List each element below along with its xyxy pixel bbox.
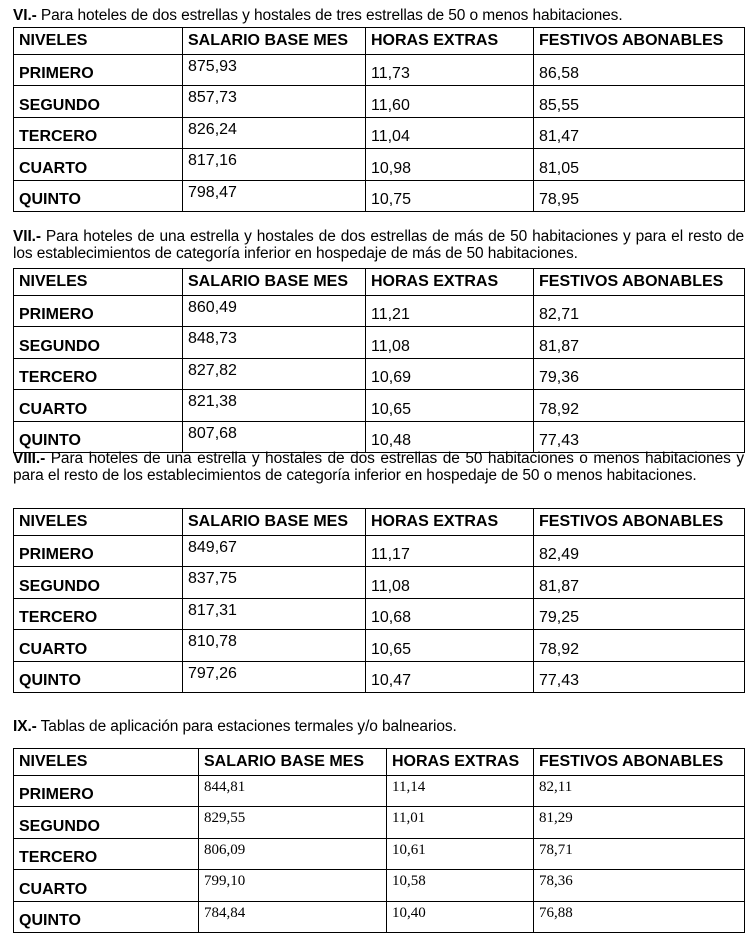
- cell-salario-base-mes: 849,67: [183, 535, 366, 567]
- cell-salario-base-mes: 826,24: [183, 117, 366, 149]
- cell-horas-extras: 11,08: [366, 567, 534, 599]
- cell-niveles: PRIMERO: [14, 54, 183, 86]
- cell-salario-base-mes: 799,10: [199, 870, 387, 902]
- cell-horas-extras: 10,48: [366, 421, 534, 453]
- header-horas-extras: HORAS EXTRAS: [366, 28, 534, 55]
- cell-horas-extras: 10,65: [366, 630, 534, 662]
- cell-salario-base-mes: 844,81: [199, 775, 387, 807]
- section-ix: [13, 718, 744, 929]
- cell-salario-base-mes: 827,82: [183, 358, 366, 390]
- cell-salario-base-mes: 797,26: [183, 661, 366, 693]
- cell-horas-extras: 10,40: [387, 901, 534, 933]
- cell-horas-extras: 10,68: [366, 598, 534, 630]
- cell-horas-extras: 10,75: [366, 180, 534, 212]
- table-row: [14, 598, 745, 630]
- cell-horas-extras: 11,14: [387, 775, 534, 807]
- cell-niveles: TERCERO: [14, 358, 183, 390]
- cell-niveles: SEGUNDO: [14, 327, 183, 359]
- section-title: VIII.- Para hoteles de una estrella y hostales de dos estrellas de 50 habitaciones o menos habitaciones y para el resto de los establecimientos de categoría inferior en hospedaje de 50 o menos habitaciones.: [13, 450, 744, 484]
- salary-table: [13, 27, 745, 212]
- table-row: [14, 390, 745, 422]
- salary-table: [13, 268, 745, 453]
- table-row: [14, 327, 745, 359]
- header-salario-base-mes: SALARIO BASE MES: [183, 509, 366, 536]
- header-festivos-abonables: FESTIVOS ABONABLES: [534, 269, 745, 296]
- table-row: [14, 358, 745, 390]
- cell-horas-extras: 10,69: [366, 358, 534, 390]
- section-title: VII.- Para hoteles de una estrella y hostales de dos estrellas de más de 50 habitaciones y para el resto de los establecimientos de categoría inferior en hospedaje de más de 50 habitaciones.: [13, 228, 744, 262]
- cell-salario-base-mes: 875,93: [183, 54, 366, 86]
- section-vi: [13, 7, 744, 208]
- table-row: [14, 838, 745, 870]
- cell-horas-extras: 11,17: [366, 535, 534, 567]
- section-title: IX.- Tablas de aplicación para estaciones termales y/o balnearios.: [13, 718, 457, 735]
- header-row: [14, 749, 745, 776]
- cell-horas-extras: 10,47: [366, 661, 534, 693]
- header-niveles: NIVELES: [14, 509, 183, 536]
- cell-niveles: PRIMERO: [14, 295, 183, 327]
- cell-festivos-abonables: 78,95: [534, 180, 745, 212]
- cell-festivos-abonables: 79,36: [534, 358, 745, 390]
- cell-niveles: QUINTO: [14, 421, 183, 453]
- cell-horas-extras: 11,60: [366, 86, 534, 118]
- cell-niveles: QUINTO: [14, 901, 199, 933]
- cell-festivos-abonables: 77,43: [534, 661, 745, 693]
- cell-horas-extras: 11,04: [366, 117, 534, 149]
- table-row: [14, 295, 745, 327]
- salary-table: [13, 748, 745, 933]
- header-salario-base-mes: SALARIO BASE MES: [183, 269, 366, 296]
- table-row: [14, 149, 745, 181]
- cell-festivos-abonables: 77,43: [534, 421, 745, 453]
- cell-festivos-abonables: 81,29: [534, 807, 745, 839]
- table-row: [14, 117, 745, 149]
- section-viii: [13, 450, 744, 689]
- cell-salario-base-mes: 829,55: [199, 807, 387, 839]
- cell-festivos-abonables: 82,71: [534, 295, 745, 327]
- cell-salario-base-mes: 798,47: [183, 180, 366, 212]
- cell-horas-extras: 11,73: [366, 54, 534, 86]
- cell-festivos-abonables: 82,49: [534, 535, 745, 567]
- cell-niveles: SEGUNDO: [14, 86, 183, 118]
- cell-salario-base-mes: 848,73: [183, 327, 366, 359]
- cell-festivos-abonables: 81,87: [534, 567, 745, 599]
- section-vii: [13, 228, 744, 449]
- cell-horas-extras: 11,08: [366, 327, 534, 359]
- cell-salario-base-mes: 821,38: [183, 390, 366, 422]
- cell-salario-base-mes: 857,73: [183, 86, 366, 118]
- header-niveles: NIVELES: [14, 269, 183, 296]
- header-horas-extras: HORAS EXTRAS: [387, 749, 534, 776]
- cell-salario-base-mes: 810,78: [183, 630, 366, 662]
- table-row: [14, 807, 745, 839]
- table-row: [14, 630, 745, 662]
- cell-niveles: TERCERO: [14, 838, 199, 870]
- cell-festivos-abonables: 78,36: [534, 870, 745, 902]
- cell-niveles: PRIMERO: [14, 775, 199, 807]
- cell-festivos-abonables: 76,88: [534, 901, 745, 933]
- header-festivos-abonables: FESTIVOS ABONABLES: [534, 509, 745, 536]
- cell-festivos-abonables: 81,05: [534, 149, 745, 181]
- cell-horas-extras: 11,21: [366, 295, 534, 327]
- cell-festivos-abonables: 81,87: [534, 327, 745, 359]
- header-salario-base-mes: SALARIO BASE MES: [183, 28, 366, 55]
- cell-salario-base-mes: 837,75: [183, 567, 366, 599]
- cell-horas-extras: 11,01: [387, 807, 534, 839]
- cell-niveles: CUARTO: [14, 870, 199, 902]
- cell-niveles: SEGUNDO: [14, 567, 183, 599]
- cell-festivos-abonables: 78,92: [534, 390, 745, 422]
- table-row: [14, 870, 745, 902]
- cell-niveles: QUINTO: [14, 180, 183, 212]
- salary-table: [13, 508, 745, 693]
- cell-horas-extras: 10,58: [387, 870, 534, 902]
- table-row: [14, 421, 745, 453]
- header-niveles: NIVELES: [14, 749, 199, 776]
- header-salario-base-mes: SALARIO BASE MES: [199, 749, 387, 776]
- header-niveles: NIVELES: [14, 28, 183, 55]
- cell-niveles: TERCERO: [14, 598, 183, 630]
- cell-salario-base-mes: 784,84: [199, 901, 387, 933]
- cell-niveles: TERCERO: [14, 117, 183, 149]
- header-festivos-abonables: FESTIVOS ABONABLES: [534, 28, 745, 55]
- header-row: [14, 509, 745, 536]
- cell-festivos-abonables: 82,11: [534, 775, 745, 807]
- cell-festivos-abonables: 78,92: [534, 630, 745, 662]
- cell-horas-extras: 10,65: [366, 390, 534, 422]
- header-row: [14, 269, 745, 296]
- header-festivos-abonables: FESTIVOS ABONABLES: [534, 749, 745, 776]
- cell-salario-base-mes: 817,31: [183, 598, 366, 630]
- cell-festivos-abonables: 79,25: [534, 598, 745, 630]
- table-row: [14, 535, 745, 567]
- cell-salario-base-mes: 806,09: [199, 838, 387, 870]
- table-row: [14, 901, 745, 933]
- cell-niveles: PRIMERO: [14, 535, 183, 567]
- table-row: [14, 180, 745, 212]
- cell-festivos-abonables: 78,71: [534, 838, 745, 870]
- table-row: [14, 86, 745, 118]
- cell-niveles: CUARTO: [14, 630, 183, 662]
- cell-niveles: CUARTO: [14, 149, 183, 181]
- cell-salario-base-mes: 807,68: [183, 421, 366, 453]
- cell-festivos-abonables: 86,58: [534, 54, 745, 86]
- cell-festivos-abonables: 85,55: [534, 86, 745, 118]
- table-row: [14, 567, 745, 599]
- header-horas-extras: HORAS EXTRAS: [366, 509, 534, 536]
- table-row: [14, 54, 745, 86]
- table-row: [14, 661, 745, 693]
- table-row: [14, 775, 745, 807]
- cell-horas-extras: 10,98: [366, 149, 534, 181]
- header-row: [14, 28, 745, 55]
- cell-niveles: SEGUNDO: [14, 807, 199, 839]
- cell-festivos-abonables: 81,47: [534, 117, 745, 149]
- cell-niveles: CUARTO: [14, 390, 183, 422]
- header-horas-extras: HORAS EXTRAS: [366, 269, 534, 296]
- cell-salario-base-mes: 817,16: [183, 149, 366, 181]
- cell-horas-extras: 10,61: [387, 838, 534, 870]
- cell-salario-base-mes: 860,49: [183, 295, 366, 327]
- cell-niveles: QUINTO: [14, 661, 183, 693]
- section-title: VI.- Para hoteles de dos estrellas y hostales de tres estrellas de 50 o menos habitaciones.: [13, 7, 623, 24]
